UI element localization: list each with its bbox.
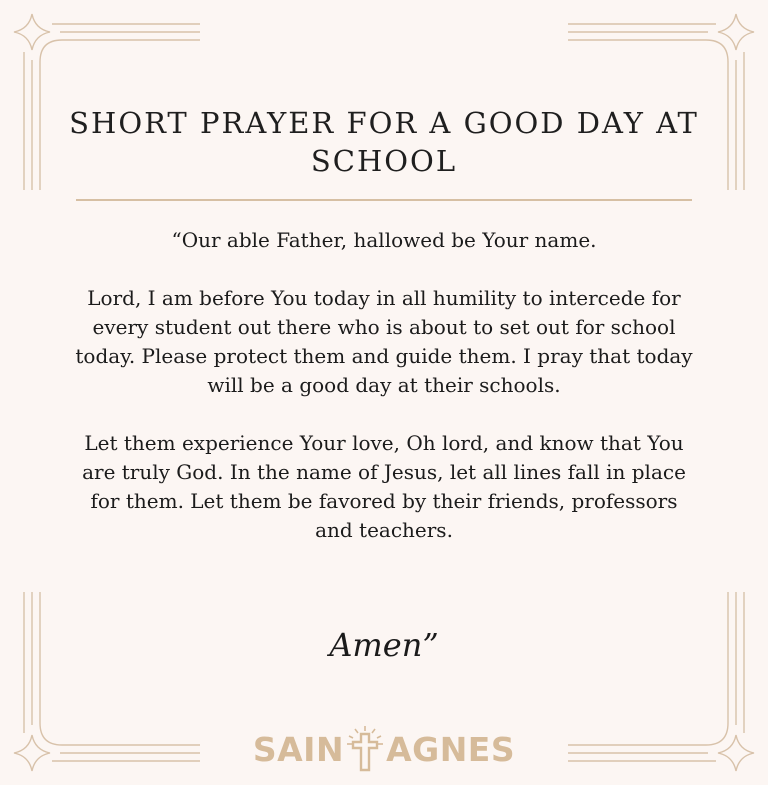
cross-icon (345, 724, 385, 774)
prayer-body (70, 226, 698, 574)
prayer-paragraph: Lord, I am before You today in all humility to intercede for every student out there who is about to set out for school today. Please protect them and guide them. I pray that today will be a good day at their schools. (75, 286, 693, 397)
prayer-paragraph: Let them experience Your love, Oh lord, and know that You are truly God. In the name of Jesus, let all lines fall in place for them. Let them be favored by their friends, professors and teachers. (82, 431, 686, 542)
star-ornament (718, 14, 754, 50)
star-ornament (718, 735, 754, 771)
prayer-closing: Amen” (329, 626, 439, 664)
star-ornament (14, 14, 50, 50)
star-ornament (14, 735, 50, 771)
prayer-paragraph: “Our able Father, hallowed be Your name. (171, 228, 597, 252)
logo-text-left: SAIN (252, 729, 345, 769)
frame-corner-bottom-left (14, 592, 200, 771)
logo-text-right: AGNES (386, 729, 516, 769)
frame-corner-bottom-right (568, 592, 754, 771)
brand-logo (244, 724, 524, 774)
title-divider (76, 199, 692, 201)
prayer-title: SHORT PRAYER FOR A GOOD DAY AT SCHOOL (69, 106, 699, 178)
